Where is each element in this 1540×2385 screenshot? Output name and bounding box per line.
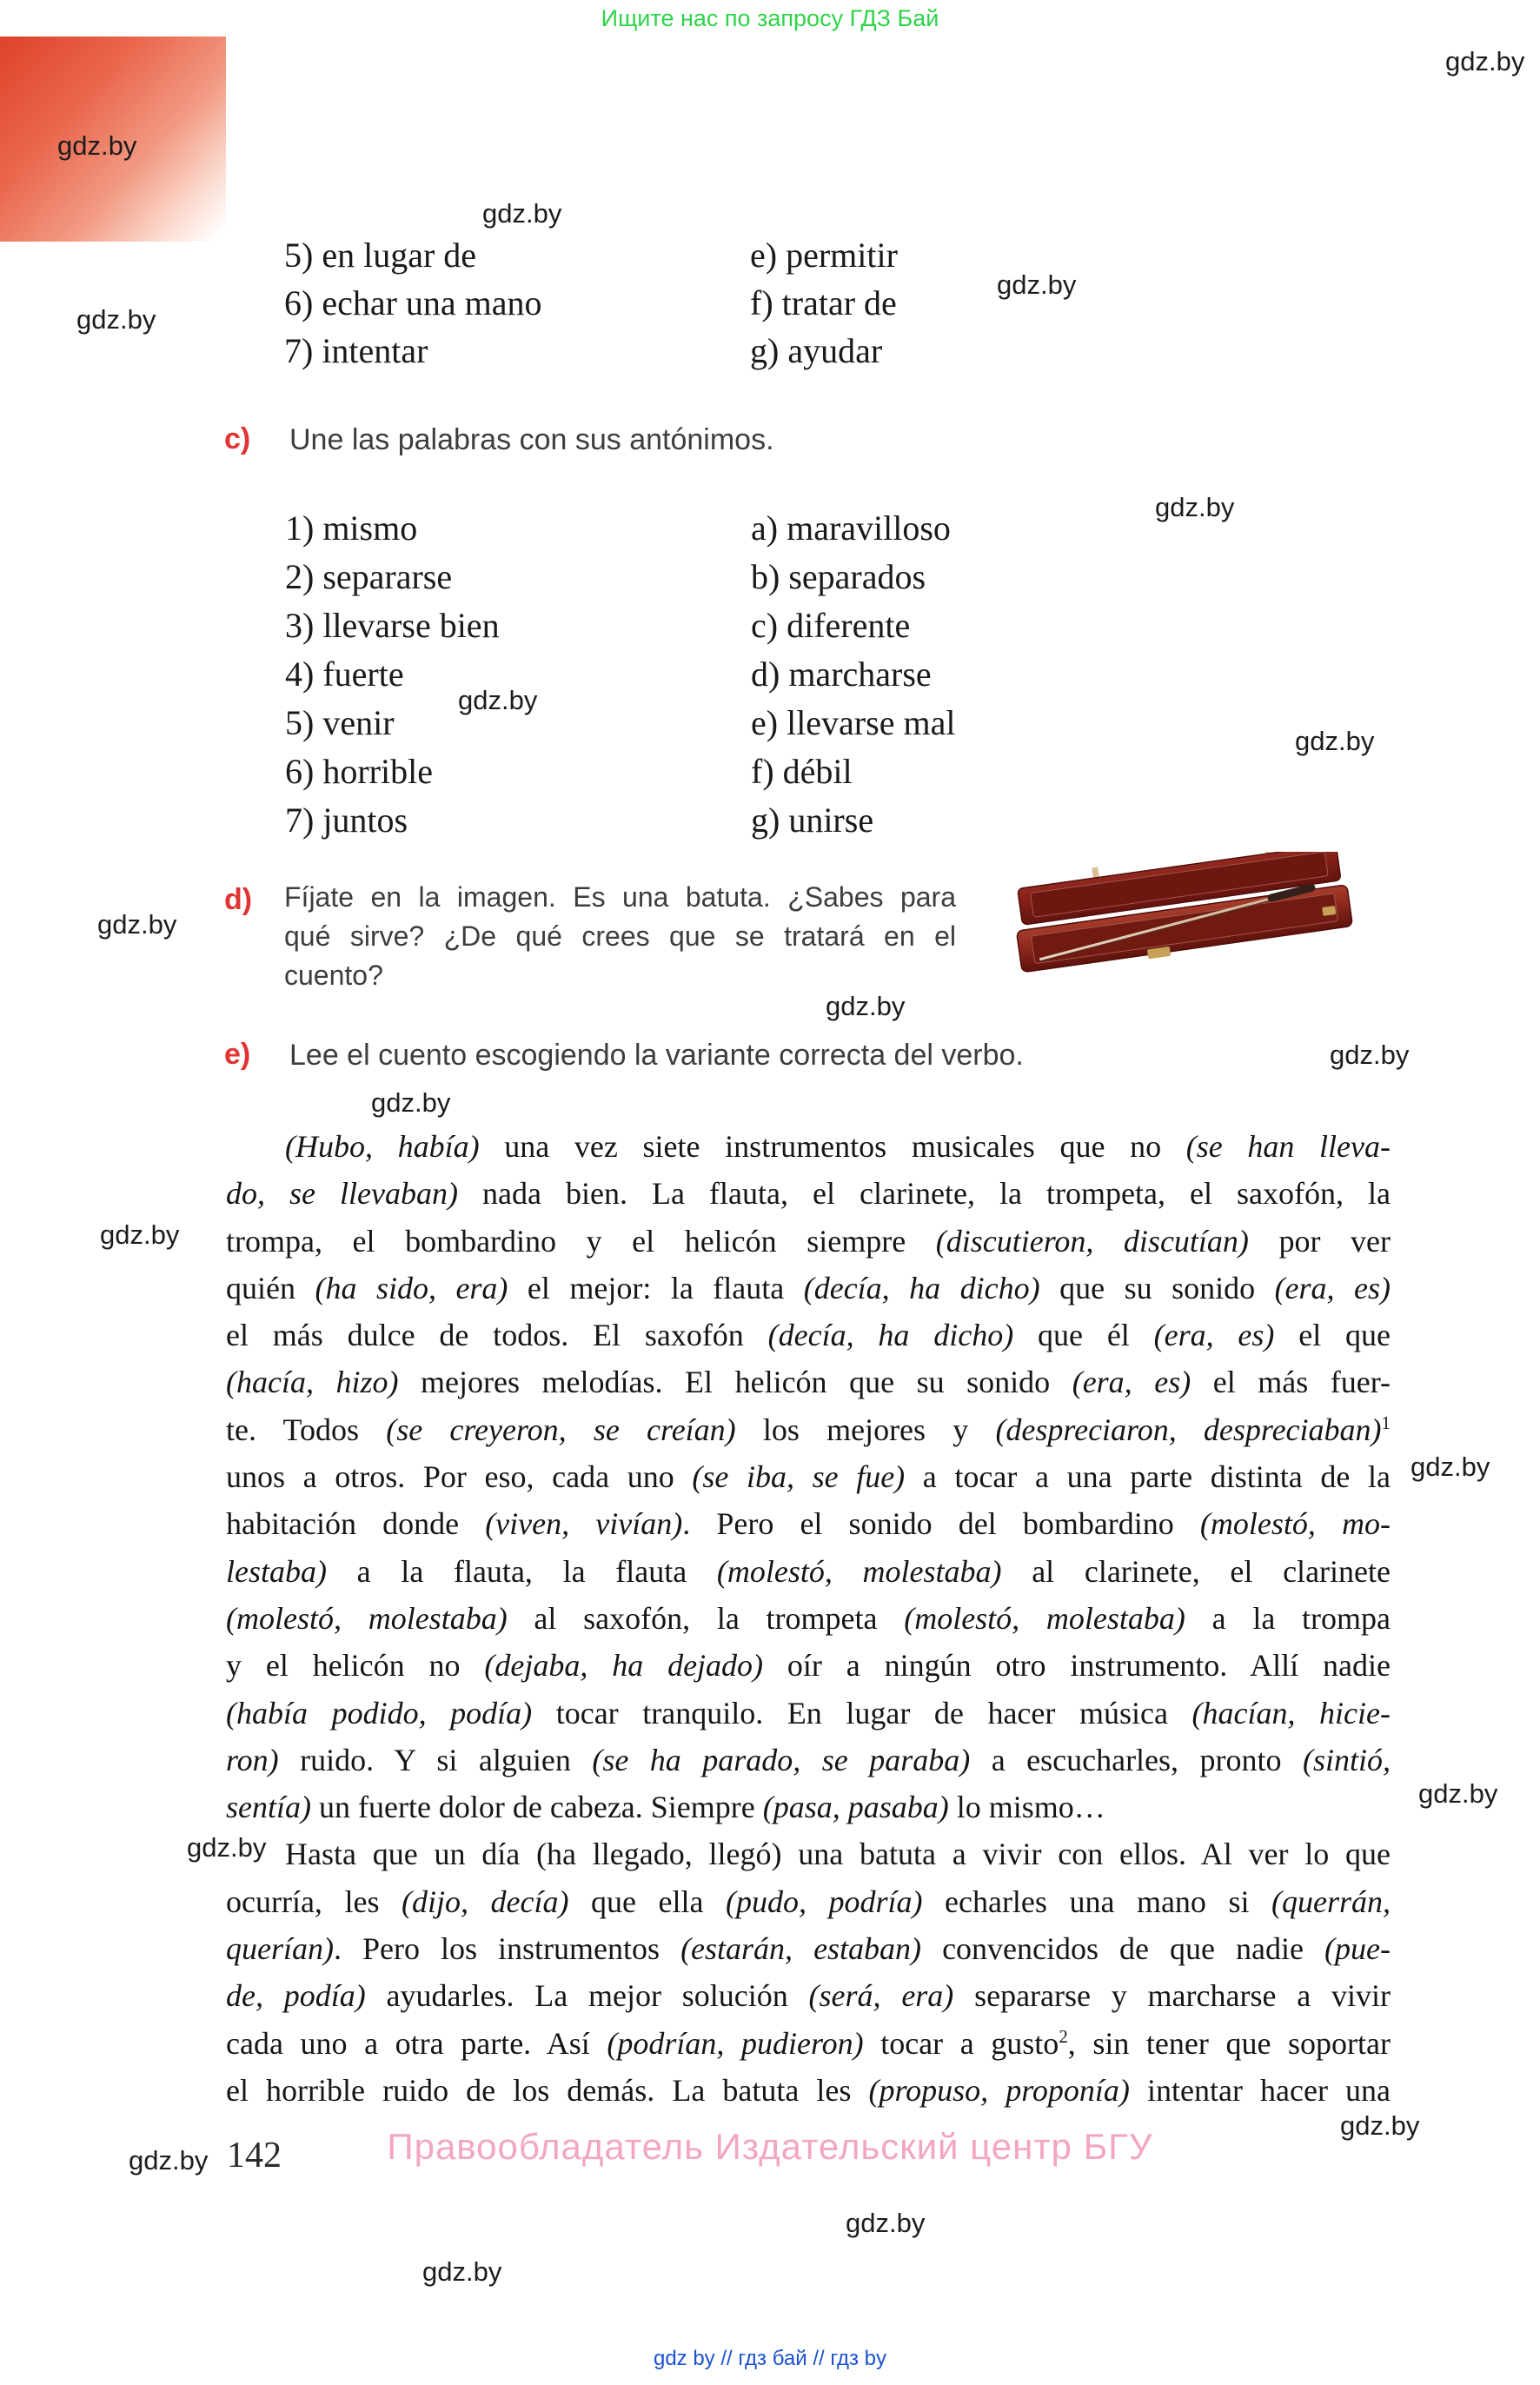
- gdz-watermark: gdz.by: [1155, 492, 1235, 522]
- antonyms-right-column: [751, 504, 955, 845]
- list-item: 5) venir: [285, 703, 395, 742]
- list-item: 6) horrible: [285, 752, 433, 791]
- list-item: 2) separarse: [285, 557, 453, 596]
- story-line: el más dulce de todos. El saxofón (decía, ha dicho) que él (era, es) el que: [226, 1318, 1391, 1353]
- story-line: ocurría, les (dijo, decía) que ella (pudo, podría) echarles una mano si (querrán,: [226, 1883, 1391, 1919]
- section-d-instruction-line: qué sirve? ¿De qué crees que se tratará en el: [284, 920, 956, 952]
- story-line: (hacía, hizo) mejores melodías. El helicón que su sonido (era, es) el más fuer-: [226, 1365, 1391, 1400]
- story-line: (había podido, podía) tocar tranquilo. En lugar de hacer música (hacían, hicie-: [226, 1695, 1391, 1731]
- story-line: unos a otros. Por eso, cada uno (se iba, se fue) a tocar a una parte distinta de la: [226, 1459, 1391, 1495]
- list-item: g) ayudar: [750, 331, 883, 370]
- list-item: f) tratar de: [750, 283, 897, 322]
- list-item: b) separados: [751, 557, 926, 596]
- story-line: trompa, el bombardino y el helicón siempre (discutieron, discutían) por ver: [226, 1223, 1391, 1259]
- section-d-label: d): [224, 883, 253, 916]
- header-note: Ищите нас по запросу ГДЗ Бай: [601, 5, 939, 31]
- footer-links[interactable]: gdz by // гдз бай // гдз by: [653, 2347, 887, 2370]
- section-d-instruction: [284, 878, 956, 995]
- gdz-watermark: gdz.by: [1418, 1778, 1498, 1809]
- story-line: ron) ruido. Y si alguien (se ha parado, se paraba) a escucharles, pronto (sintió,: [226, 1742, 1391, 1777]
- list-item: f) débil: [751, 752, 853, 791]
- gdz-watermark: gdz.by: [1411, 1452, 1490, 1482]
- story-line: cada uno a otra parte. Así (podrían, pudieron) tocar a gusto$^2$, sin tener que soportar: [226, 2025, 1391, 2061]
- list-item: 7) juntos: [285, 801, 408, 840]
- gdz-watermark: gdz.by: [482, 198, 562, 229]
- gdz-watermark: gdz.by: [1340, 2110, 1420, 2141]
- story-line: de, podía) ayudarles. La mejor solución (será, era) separarse y marcharse a vivir: [226, 1978, 1391, 2014]
- copyright-notice: Правообладатель Издательский центр БГУ: [387, 2126, 1153, 2167]
- section-c-instruction: Une las palabras con sus antónimos.: [289, 423, 774, 456]
- list-item: c) diferente: [751, 606, 911, 645]
- gdz-watermark: gdz.by: [1445, 46, 1525, 76]
- list-item: e) llevarse mal: [751, 703, 956, 742]
- story-line: (molestó, molestaba) al saxofón, la trompeta (molestó, molestaba) a la trompa: [226, 1600, 1391, 1636]
- list-item: 3) llevarse bien: [285, 606, 500, 645]
- list-item: a) maravilloso: [751, 508, 951, 548]
- story-line: (Hubo, había) una vez siete instrumentos musicales que no (se han lleva-: [285, 1129, 1391, 1164]
- gdz-watermark: gdz.by: [458, 685, 538, 715]
- gdz-watermark: gdz.by: [846, 2208, 926, 2238]
- antonyms-left-column: [285, 504, 500, 845]
- story-line: lestaba) a la flauta, la flauta (molestó, molestaba) al clarinete, el clarinete: [226, 1553, 1391, 1589]
- story-line: te. Todos (se creyeron, se creían) los mejores y (despreciaron, despreciaban)$^1$: [226, 1412, 1391, 1447]
- story-line: querían). Pero los instrumentos (estarán, estaban) convencidos de que nadie (pue-: [226, 1931, 1391, 1967]
- gdz-watermark: gdz.by: [997, 269, 1077, 300]
- story-line: Hasta que un día (ha llegado, llegó) una batuta a vivir con ellos. Al ver lo que: [285, 1837, 1391, 1872]
- list-item: 6) echar una mano: [284, 283, 542, 322]
- gdz-watermark: gdz.by: [76, 304, 156, 335]
- list-item: d) marcharse: [751, 654, 932, 694]
- page-number: 142: [227, 2136, 282, 2176]
- gdz-watermark: gdz.by: [57, 130, 137, 161]
- list-item: e) permitir: [750, 236, 898, 275]
- gdz-watermark: gdz.by: [422, 2256, 502, 2287]
- list-item: g) unirse: [751, 801, 874, 840]
- gdz-watermark: gdz.by: [371, 1087, 451, 1118]
- exercise-top-left-column: [284, 231, 542, 375]
- exercise-top-right-column: [750, 231, 898, 375]
- list-item: 7) intentar: [284, 331, 428, 370]
- list-item: 5) en lugar de: [284, 236, 477, 275]
- story-line: sentía) un fuerte dolor de cabeza. Siempre (pasa, pasaba) lo mismo…: [226, 1790, 1105, 1825]
- gdz-watermark: gdz.by: [1330, 1040, 1410, 1070]
- gdz-watermark: gdz.by: [1295, 726, 1375, 756]
- list-item: 1) mismo: [285, 508, 418, 548]
- list-item: 4) fuerte: [285, 654, 404, 694]
- story-line: do, se llevaban) nada bien. La flauta, el clarinete, la trompeta, el saxofón, la: [226, 1176, 1391, 1212]
- section-e-label: e): [224, 1038, 251, 1071]
- baton-case-image: [1012, 852, 1358, 980]
- story: [226, 1123, 1391, 2114]
- gdz-watermark: gdz.by: [187, 1832, 267, 1863]
- gdz-watermark: gdz.by: [826, 991, 906, 1021]
- baton-case-illustration: [1012, 852, 1358, 980]
- story-line: el horrible ruido de los demás. La batuta les (propuso, proponía) intentar hacer una: [226, 2072, 1391, 2108]
- story-line: quién (ha sido, era) el mejor: la flauta (decía, ha dicho) que su sonido (era, es): [226, 1270, 1391, 1305]
- story-line: y el helicón no (dejaba, ha dejado) oír a ningún otro instrumento. Allí nadie: [226, 1648, 1391, 1684]
- story-line: habitación donde (viven, vivían). Pero el sonido del bombardino (molestó, mo-: [226, 1506, 1391, 1542]
- section-d-instruction-line: cuento?: [284, 960, 383, 991]
- gdz-watermark: gdz.by: [100, 1219, 180, 1250]
- section-d-instruction-line: Fíjate en la imagen. Es una batuta. ¿Sabes para: [284, 881, 956, 913]
- gdz-watermark: gdz.by: [97, 909, 177, 940]
- section-c-label: c): [224, 422, 251, 455]
- gdz-watermark: gdz.by: [129, 2145, 209, 2176]
- section-e-instruction: Lee el cuento escogiendo la variante correcta del verbo.: [289, 1039, 1024, 1072]
